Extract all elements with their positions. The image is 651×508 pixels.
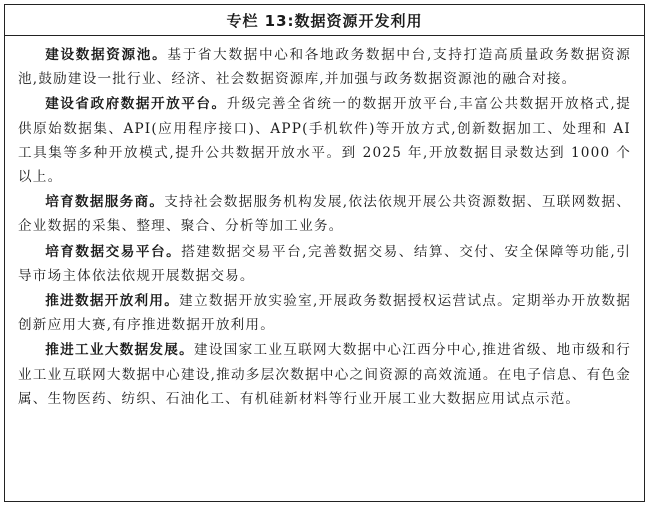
paragraph-text: 建立数据开放实验室,开展政务数据授权运营试点。定期举办开放数据创新应用大赛,有序推进数据开放利用。 xyxy=(18,293,631,334)
paragraph-text: 支持社会数据服务机构发展,依法依规开展公共资源数据、互联网数据、企业数据的采集、整理、聚合、分析等加工业务。 xyxy=(18,194,632,235)
paragraph-data-service-providers xyxy=(18,190,631,238)
paragraph-text: 搭建数据交易平台,完善数据交易、结算、交付、安全保障等功能,引导市场主体依法依规开展数据交易。 xyxy=(18,243,631,284)
paragraph-text: 升级完善全省统一的数据开放平台,丰富公共数据开放格式,提供原始数据集、API(应用程序接口)、APP(手机软件)等开放方式,创新数据加工、处理和 AI 工具集等多种开放模式,提升公共数据开放水平。到 2025 年,开放数据目录数达到 1000 个以上。 xyxy=(18,96,631,186)
paragraph-lead: 培育数据交易平台。 xyxy=(45,243,182,260)
paragraph-text: 建设国家工业互联网大数据中心江西分中心,推进省级、地市级和行业工业互联网大数据中心建设,推动多层次数据中心之间资源的高效流通。在电子信息、有色金属、生物医药、纺织、石油化工、有机硅新材料等行业开展工业大数据应用试点示范。 xyxy=(18,342,631,407)
paragraph-data-resource-pool xyxy=(18,43,631,91)
paragraph-lead: 培育数据服务商。 xyxy=(45,194,165,211)
paragraph-data-trading-platform xyxy=(18,240,631,288)
column-body xyxy=(5,36,644,411)
paragraph-industrial-big-data xyxy=(18,338,631,411)
paragraph-open-data-utilization xyxy=(18,289,631,337)
paragraph-lead: 推进数据开放利用。 xyxy=(45,293,180,310)
paragraph-text: 基于省大数据中心和各地政务数据中台,支持打造高质量政务数据资源池,鼓励建设一批行业、经济、社会数据资源库,并加强与政务数据资源池的融合对接。 xyxy=(18,47,631,88)
paragraph-lead: 建设省政府数据开放平台。 xyxy=(45,96,227,113)
paragraph-open-data-platform xyxy=(18,92,631,189)
column-box xyxy=(4,4,645,502)
column-title: 专栏 13:数据资源开发利用 xyxy=(5,5,644,36)
paragraph-lead: 建设数据资源池。 xyxy=(45,47,168,63)
paragraph-lead: 推进工业大数据发展。 xyxy=(45,342,194,359)
